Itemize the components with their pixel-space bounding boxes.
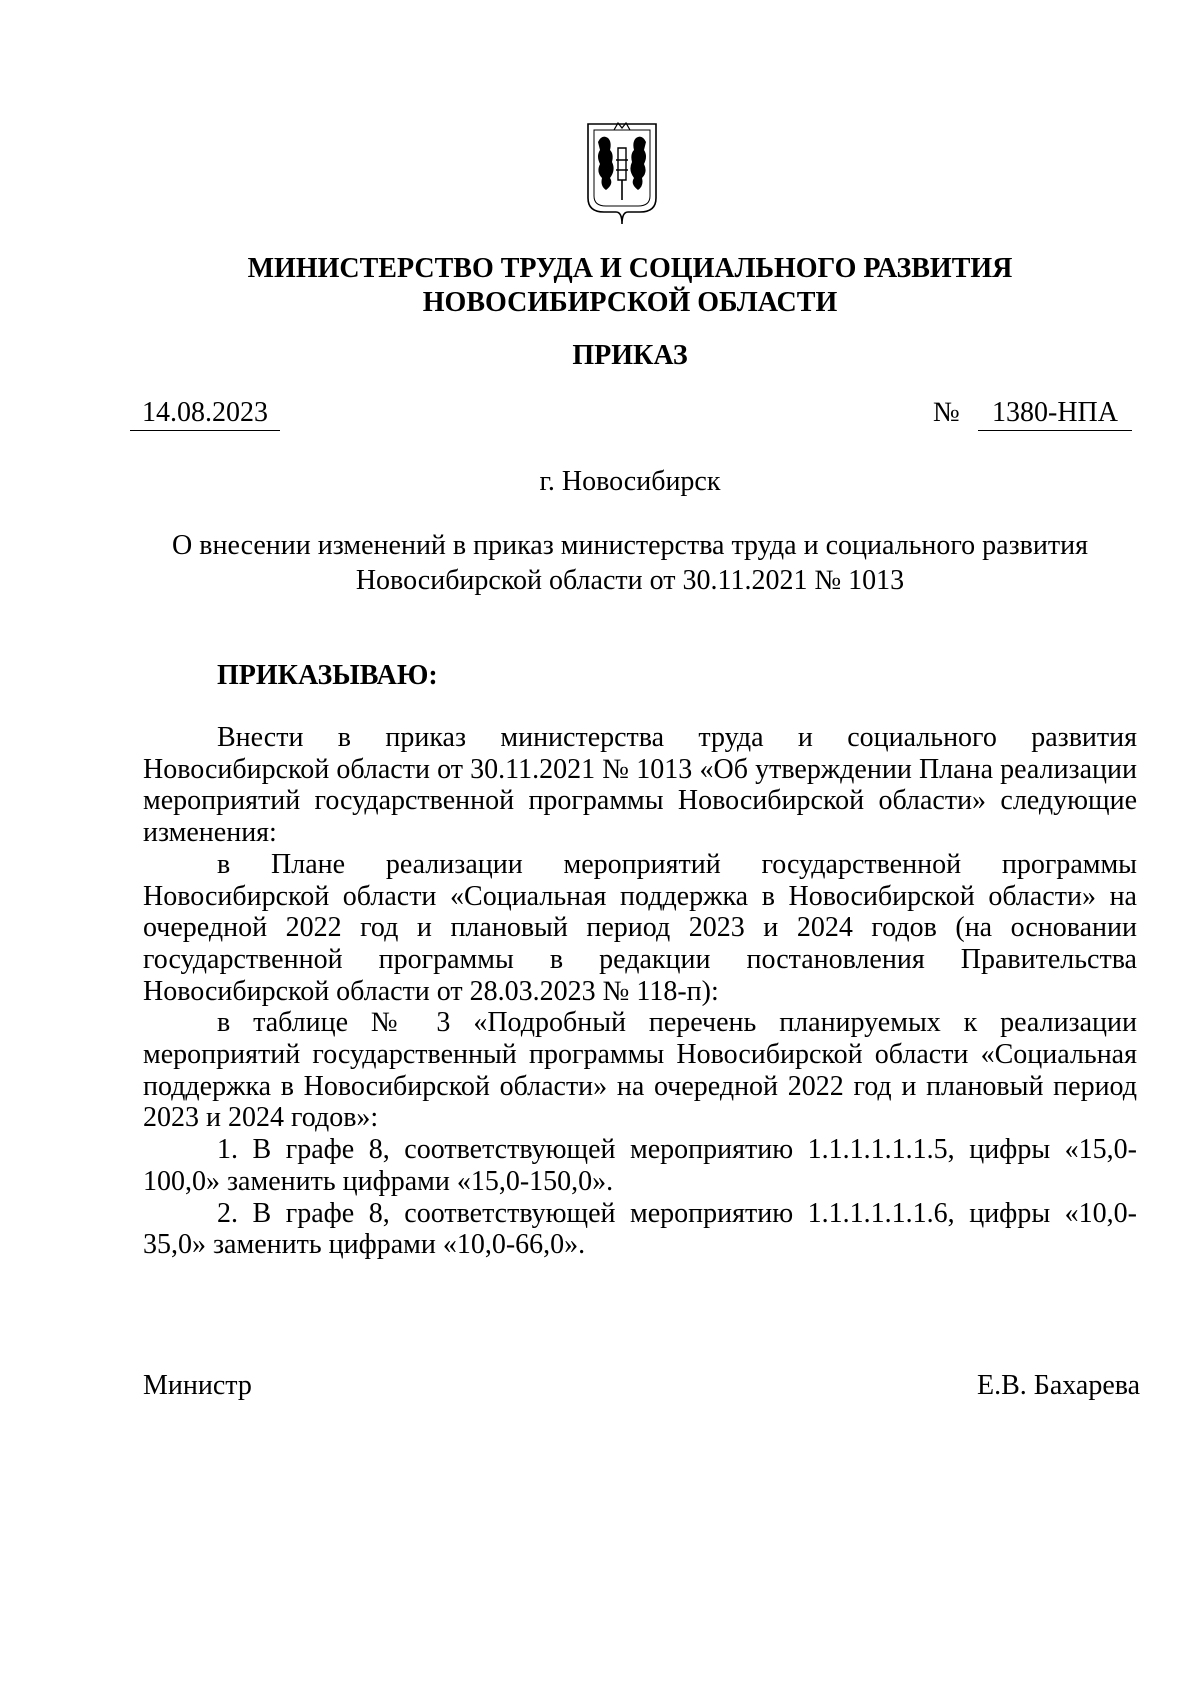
- document-type-title: ПРИКАЗ: [572, 340, 688, 371]
- body-paragraph: Внести в приказ министерства труда и социального развития Новосибирской области от 30.11.2021 № 1013 «Об утверждении Плана реализации мероприятий государственной программы Новосибирской области» следующие изменения:: [143, 722, 1137, 849]
- coat-of-arms-icon: [584, 120, 660, 228]
- order-subject: [150, 528, 1110, 598]
- order-number: 1380-НПА: [978, 396, 1132, 431]
- number-sign: №: [933, 397, 960, 428]
- signatory-name: Е.В. Бахарева: [977, 1370, 1141, 1401]
- order-body: [143, 722, 1137, 1261]
- ministry-name-line2: НОВОСИБИРСКОЙ ОБЛАСТИ: [422, 287, 838, 318]
- body-paragraph: в Плане реализации мероприятий государственной программы Новосибирской области «Социальная поддержка в Новосибирской области» на очередной 2022 год и плановый период 2023 и 2024 годов (на основании государственной программы в редакции постановления Правительства Новосибирской области от 28.03.2023 № 118-п):: [143, 848, 1137, 1007]
- ministry-name-line1: МИНИСТЕРСТВО ТРУДА И СОЦИАЛЬНОГО РАЗВИТИЯ: [247, 253, 1013, 284]
- body-paragraph: в таблице № 3 «Подробный перечень планируемых к реализации мероприятий государственный программы Новосибирской области «Социальная поддержка в Новосибирской области» на очередной 2022 год и плановый период 2023 и 2024 годов»:: [143, 1007, 1137, 1134]
- ministry-name: [0, 252, 1200, 320]
- order-subject-line1: О внесении изменений в приказ министерства труда и социального развития: [172, 530, 1088, 561]
- order-verb: ПРИКАЗЫВАЮ:: [217, 660, 438, 691]
- body-paragraph: 1. В графе 8, соответствующей мероприятию 1.1.1.1.1.1.5, цифры «15,0-100,0» заменить цифрами «15,0-150,0».: [143, 1134, 1137, 1197]
- signatory-role: Министр: [143, 1370, 252, 1401]
- city: г. Новосибирск: [539, 466, 721, 497]
- body-paragraph: 2. В графе 8, соответствующей мероприятию 1.1.1.1.1.1.6, цифры «10,0-35,0» заменить цифрами «10,0-66,0».: [143, 1197, 1137, 1261]
- order-subject-line2: Новосибирской области от 30.11.2021 № 1013: [355, 565, 905, 596]
- order-date: 14.08.2023: [130, 396, 280, 431]
